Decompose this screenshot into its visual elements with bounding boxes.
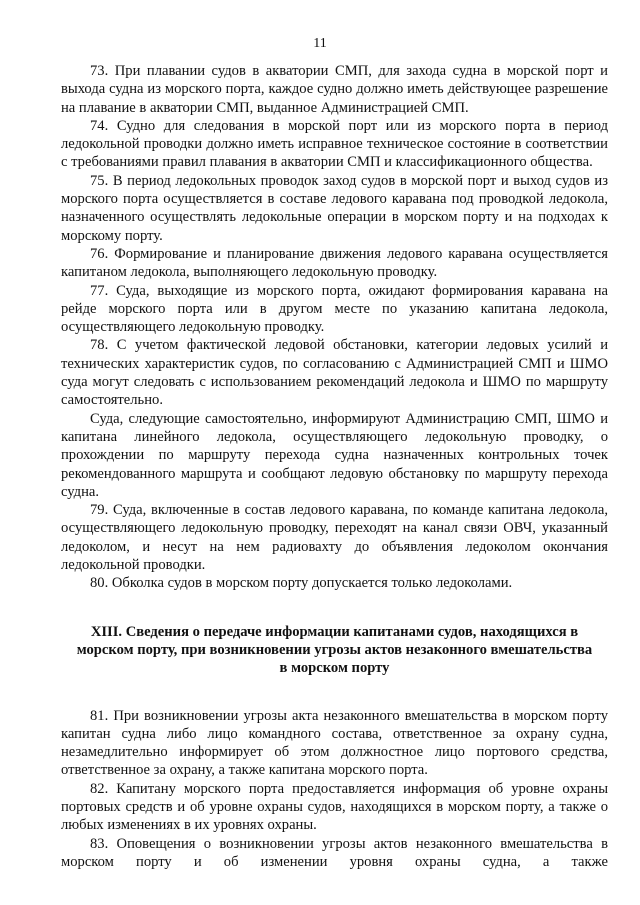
paragraph-78-continued: Суда, следующие самостоятельно, информируют Администрацию СМП, ШМО и капитана линейного ледокола, осуществляющего ледокольную проводку, о прохождении по маршруту перехода судна назначенных контрольных точек рекомендованного маршрута и сообщают ледовую обстановку по маршруту перехода судна. (61, 410, 608, 500)
section-heading-line-3: в морском порту (279, 660, 390, 677)
paragraph-80: 80. Обколка судов в морском порту допускается только ледоколами. (90, 575, 513, 592)
page-number: 11 (313, 36, 327, 51)
section-heading-line-1: XIII. Сведения о передаче информации капитанами судов, находящихся в (90, 623, 579, 640)
paragraph-79: 79. Суда, включенные в состав ледового каравана, по команде капитана ледокола, осуществляющего ледокольную проводку, переходят на канал связи ОВЧ, указанный ледоколом, и несут на нем радиовахту до объявления ледоколом окончания ледокольной проводки. (61, 502, 608, 574)
paragraph-82: 82. Капитану морского порта предоставляется информация об уровне охраны портовых средств и об уровне охраны судов, находящихся в морском порту, а также о любых изменениях в их уровнях охраны. (61, 780, 608, 834)
paragraph-75: 75. В период ледокольных проводок заход судов в морской порт и выход судов из морского порта осуществляется в составе ледового каравана под проводкой ледокола, назначенного осуществлять ледокольные операции в морском порту и на подходах к морскому порту. (61, 172, 608, 244)
paragraph-83: 83. Оповещения о возникновении угрозы актов незаконного вмешательства в морском порту и об изменении уровня охраны судна, а также (61, 835, 608, 870)
section-heading (61, 623, 608, 678)
section-heading-line-2: морском порту, при возникновении угрозы актов незаконного вмешательства (76, 641, 593, 658)
paragraph-74: 74. Судно для следования в морской порт или из морского порта в период ледокольной проводки должно иметь исправное техническое состояние в соответствии с требованиями правил плавания в акватории СМП и классификационного общества. (61, 117, 608, 171)
heading-spacer (61, 678, 608, 707)
paragraph-73: 73. При плавании судов в акватории СМП, для захода судна в морской порт и выхода судна из морского порта, каждое судно должно иметь действующее разрешение на плавание в акватории СМП, выданное Администрацией СМП. (61, 63, 608, 116)
paragraph-77: 77. Суда, выходящие из морского порта, ожидают формирования каравана на рейде морского порта или в другом месте по указанию капитана ледокола, осуществляющего ледокольную проводку. (61, 282, 608, 336)
paragraph-81: 81. При возникновении угрозы акта незаконного вмешательства в морском порту капитан судна либо лицо командного состава, ответственное за охрану судна, незамедлительно информирует об этом должностное лицо портового средства, ответственное за охрану, а также капитана морского порта. (61, 707, 608, 779)
document-body (61, 62, 608, 871)
paragraph-78: 78. С учетом фактической ледовой обстановки, категории ледовых усилий и технических характеристик судов, по согласованию с Администрацией СМП и ШМО суда могут следовать с использованием рекомендаций ледокола и ШМО по маршруту самостоятельно. (61, 337, 608, 409)
paragraph-76: 76. Формирование и планирование движения ледового каравана осуществляется капитаном ледокола, выполняющего ледокольную проводку. (61, 245, 608, 281)
